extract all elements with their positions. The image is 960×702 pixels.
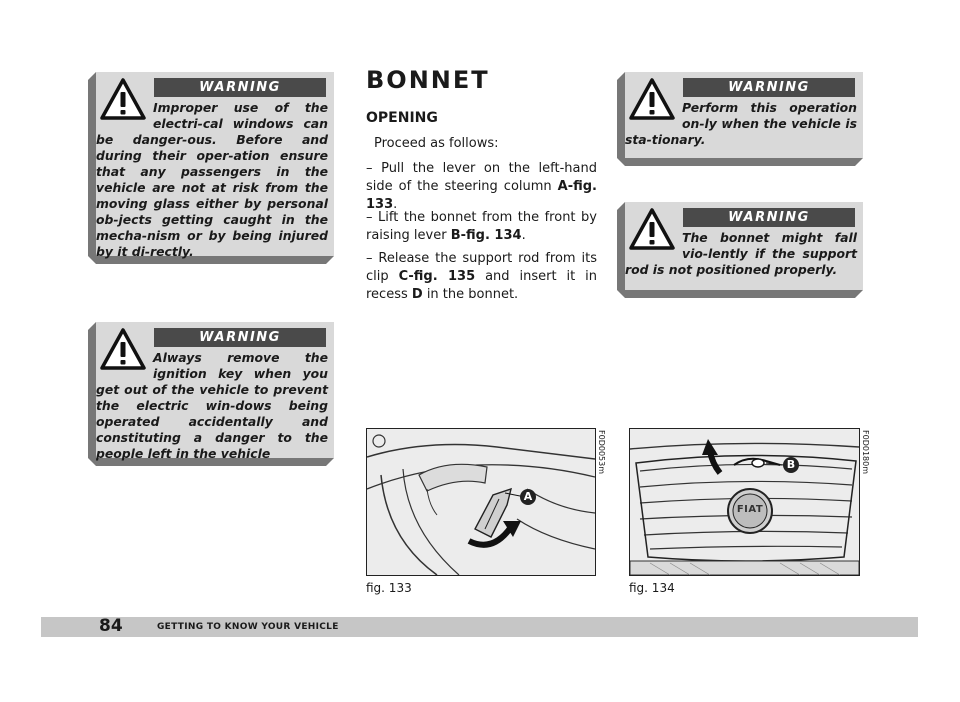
figure-reference: A-fig. 133 xyxy=(366,179,597,212)
intro-text: Proceed as follows: xyxy=(374,136,499,151)
chapter-title: GETTING TO KNOW YOUR VEHICLE xyxy=(157,622,339,632)
warning-text: Improper use of the electri-cal windows can be danger-ous. Before and during their oper-ation ensure that any passengers in the vehicle are not at risk from the moving glass either by personal ob-jects getting caught in the mecha-nism or by being injured by it di-rectly. xyxy=(96,100,328,259)
figure-reference: B-fig. 134 xyxy=(450,228,522,243)
warning-box-support-rod xyxy=(617,202,863,298)
warning-box-stationary xyxy=(617,72,863,166)
warning-box-ignition-key xyxy=(88,322,334,466)
warning-text: The bonnet might fall vio-lently if the support rod is not positioned properly. xyxy=(625,230,857,277)
warning-title: WARNING xyxy=(154,328,326,347)
warning-title: WARNING xyxy=(154,78,326,97)
section-subtitle: OPENING xyxy=(366,110,438,126)
figure-reference: C-fig. 135 xyxy=(398,269,476,284)
warning-text: Always remove the ignition key when you get out of the vehicle to prevent the electric win-dows being operated accidentally and constituting a danger to the people left in the vehicle xyxy=(96,350,328,461)
warning-title: WARNING xyxy=(683,208,855,227)
step-pull-lever: – Pull the lever on the left-hand side of the steering column A-fig. 133. xyxy=(366,161,597,212)
figure-caption: fig. 134 xyxy=(629,581,675,595)
warning-box-electric-windows xyxy=(88,72,334,264)
figure-134-bonnet-release-lever xyxy=(629,428,860,576)
figure-code: F0D0180m xyxy=(861,430,870,475)
warning-text: Perform this operation on-ly when the vehicle is sta-tionary. xyxy=(625,100,857,147)
step-support-rod: – Release the support rod from its clip C-fig. 135 and insert it in recess D in the bonnet. xyxy=(366,251,597,302)
callout-label-a: A xyxy=(520,489,536,505)
section-title: BONNET xyxy=(366,66,490,94)
figure-caption: fig. 133 xyxy=(366,581,412,595)
fiat-logo: FIAT xyxy=(736,504,764,515)
figure-133-steering-column-lever xyxy=(366,428,596,576)
recess-label: D xyxy=(411,287,423,302)
callout-label-b: B xyxy=(783,457,799,473)
page-number: 84 xyxy=(99,616,123,636)
step-lift-bonnet: – Lift the bonnet from the front by raising lever B-fig. 134. xyxy=(366,210,597,243)
figure-code: F0D0053m xyxy=(597,430,606,475)
warning-title: WARNING xyxy=(683,78,855,97)
